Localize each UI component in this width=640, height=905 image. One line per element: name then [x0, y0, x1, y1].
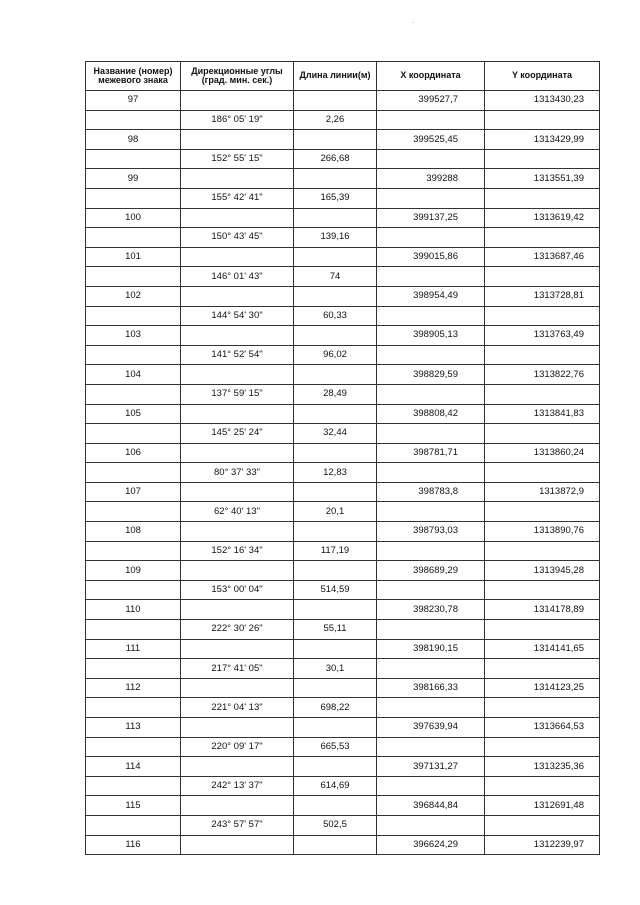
y-coordinate-cell: [485, 424, 600, 444]
marker-name-cell: [86, 267, 181, 287]
direction-angle-cell: 146° 01' 43": [181, 267, 294, 287]
marker-name-cell: 97: [86, 91, 181, 111]
line-length-cell: 266,68: [294, 149, 377, 169]
line-length-cell: 117,19: [294, 541, 377, 561]
x-coordinate-cell: [377, 776, 485, 796]
direction-angle-cell: 62° 40' 13": [181, 502, 294, 522]
table-row: [86, 522, 600, 542]
direction-angle-cell: 137° 59' 15": [181, 384, 294, 404]
line-length-cell: 30,1: [294, 659, 377, 679]
y-coordinate-cell: [485, 776, 600, 796]
marker-name-cell: 116: [86, 835, 181, 855]
marker-name-cell: [86, 306, 181, 326]
x-coordinate-cell: 398829,59: [377, 365, 485, 385]
table-row: [86, 110, 600, 130]
table-row: [86, 404, 600, 424]
scan-speck: ·: [412, 18, 415, 27]
direction-angle-cell: [181, 678, 294, 698]
table-row: [86, 169, 600, 189]
marker-name-cell: 99: [86, 169, 181, 189]
y-coordinate-cell: 1313235,36: [485, 757, 600, 777]
table-row: [86, 208, 600, 228]
y-coordinate-cell: 1314141,65: [485, 639, 600, 659]
x-coordinate-cell: [377, 228, 485, 248]
table-row: [86, 228, 600, 248]
direction-angle-cell: 243° 57' 57": [181, 815, 294, 835]
header-line-length: Длина линии(м): [294, 62, 377, 91]
table-row: [86, 502, 600, 522]
y-coordinate-cell: 1313728,81: [485, 286, 600, 306]
line-length-cell: 614,69: [294, 776, 377, 796]
marker-name-cell: [86, 345, 181, 365]
x-coordinate-cell: [377, 345, 485, 365]
direction-angle-cell: 152° 16' 34": [181, 541, 294, 561]
line-length-cell: 514,59: [294, 580, 377, 600]
y-coordinate-cell: [485, 502, 600, 522]
x-coordinate-cell: 398793,03: [377, 522, 485, 542]
y-coordinate-cell: 1313822,76: [485, 365, 600, 385]
x-coordinate-cell: [377, 306, 485, 326]
line-length-cell: [294, 365, 377, 385]
y-coordinate-cell: [485, 698, 600, 718]
y-coordinate-cell: [485, 188, 600, 208]
line-length-cell: [294, 208, 377, 228]
line-length-cell: 28,49: [294, 384, 377, 404]
y-coordinate-cell: [485, 737, 600, 757]
header-direction-angle: Дирекционные углы (град. мин. сек.): [181, 62, 294, 91]
marker-name-cell: 108: [86, 522, 181, 542]
y-coordinate-cell: 1313763,49: [485, 326, 600, 346]
x-coordinate-cell: 398808,42: [377, 404, 485, 424]
x-coordinate-cell: [377, 267, 485, 287]
direction-angle-cell: [181, 639, 294, 659]
table-row: [86, 286, 600, 306]
y-coordinate-cell: 1313860,24: [485, 443, 600, 463]
direction-angle-cell: 242° 13' 37": [181, 776, 294, 796]
line-length-cell: [294, 796, 377, 816]
marker-name-cell: 104: [86, 365, 181, 385]
marker-name-cell: 115: [86, 796, 181, 816]
marker-name-cell: 106: [86, 443, 181, 463]
marker-name-cell: 100: [86, 208, 181, 228]
table-row: [86, 247, 600, 267]
table-row: [86, 815, 600, 835]
marker-name-cell: [86, 541, 181, 561]
x-coordinate-cell: [377, 815, 485, 835]
direction-angle-cell: 150° 43' 45": [181, 228, 294, 248]
line-length-cell: 12,83: [294, 463, 377, 483]
marker-name-cell: [86, 776, 181, 796]
boundary-coordinates-table: [85, 61, 600, 855]
direction-angle-cell: [181, 404, 294, 424]
marker-name-cell: 109: [86, 561, 181, 581]
x-coordinate-cell: 397639,94: [377, 718, 485, 738]
table-row: [86, 835, 600, 855]
y-coordinate-cell: 1312691,48: [485, 796, 600, 816]
y-coordinate-cell: [485, 306, 600, 326]
marker-name-cell: 103: [86, 326, 181, 346]
x-coordinate-cell: 399015,86: [377, 247, 485, 267]
marker-name-cell: 110: [86, 600, 181, 620]
direction-angle-cell: [181, 208, 294, 228]
y-coordinate-cell: [485, 110, 600, 130]
x-coordinate-cell: 398166,33: [377, 678, 485, 698]
y-coordinate-cell: [485, 228, 600, 248]
line-length-cell: 165,39: [294, 188, 377, 208]
line-length-cell: 60,33: [294, 306, 377, 326]
direction-angle-cell: 155° 42' 41": [181, 188, 294, 208]
direction-angle-cell: [181, 443, 294, 463]
y-coordinate-cell: [485, 620, 600, 640]
marker-name-cell: 114: [86, 757, 181, 777]
marker-name-cell: 102: [86, 286, 181, 306]
y-coordinate-cell: [485, 149, 600, 169]
direction-angle-cell: 144° 54' 30": [181, 306, 294, 326]
table-row: [86, 188, 600, 208]
direction-angle-cell: [181, 718, 294, 738]
direction-angle-cell: [181, 169, 294, 189]
x-coordinate-cell: 396844,84: [377, 796, 485, 816]
direction-angle-cell: [181, 757, 294, 777]
line-length-cell: [294, 522, 377, 542]
header-row: [86, 62, 600, 91]
table-row: [86, 737, 600, 757]
line-length-cell: 55,11: [294, 620, 377, 640]
marker-name-cell: [86, 228, 181, 248]
table-row: [86, 365, 600, 385]
x-coordinate-cell: 398783,8: [377, 482, 485, 502]
direction-angle-cell: 141° 52' 54": [181, 345, 294, 365]
y-coordinate-cell: 1313872,9: [485, 482, 600, 502]
y-coordinate-cell: 1313687,46: [485, 247, 600, 267]
x-coordinate-cell: [377, 384, 485, 404]
line-length-cell: 502,5: [294, 815, 377, 835]
x-coordinate-cell: 398905,13: [377, 326, 485, 346]
line-length-cell: [294, 169, 377, 189]
line-length-cell: 665,53: [294, 737, 377, 757]
line-length-cell: 32,44: [294, 424, 377, 444]
table-row: [86, 600, 600, 620]
header-x-coordinate: X координата: [377, 62, 485, 91]
coordinates-sheet: [85, 61, 599, 855]
line-length-cell: [294, 678, 377, 698]
y-coordinate-cell: 1313890,76: [485, 522, 600, 542]
table-row: [86, 776, 600, 796]
table-row: [86, 443, 600, 463]
table-row: [86, 580, 600, 600]
line-length-cell: 96,02: [294, 345, 377, 365]
marker-name-cell: 107: [86, 482, 181, 502]
direction-angle-cell: 217° 41' 05": [181, 659, 294, 679]
direction-angle-cell: [181, 91, 294, 111]
line-length-cell: 139,16: [294, 228, 377, 248]
line-length-cell: 74: [294, 267, 377, 287]
table-body: [86, 91, 600, 855]
x-coordinate-cell: 399288: [377, 169, 485, 189]
x-coordinate-cell: [377, 737, 485, 757]
direction-angle-cell: [181, 326, 294, 346]
table-row: [86, 757, 600, 777]
marker-name-cell: 111: [86, 639, 181, 659]
table-row: [86, 561, 600, 581]
header-marker-name: Название (номер) межевого знака: [86, 62, 181, 91]
line-length-cell: [294, 326, 377, 346]
y-coordinate-cell: [485, 659, 600, 679]
line-length-cell: 2,26: [294, 110, 377, 130]
table-row: [86, 345, 600, 365]
marker-name-cell: [86, 188, 181, 208]
direction-angle-cell: 220° 09' 17": [181, 737, 294, 757]
direction-angle-cell: [181, 247, 294, 267]
marker-name-cell: 101: [86, 247, 181, 267]
direction-angle-cell: [181, 522, 294, 542]
marker-name-cell: [86, 502, 181, 522]
x-coordinate-cell: [377, 502, 485, 522]
marker-name-cell: [86, 149, 181, 169]
table-row: [86, 384, 600, 404]
table-row: [86, 149, 600, 169]
table-row: [86, 326, 600, 346]
line-length-cell: [294, 286, 377, 306]
line-length-cell: [294, 404, 377, 424]
marker-name-cell: [86, 384, 181, 404]
y-coordinate-cell: 1313619,42: [485, 208, 600, 228]
marker-name-cell: [86, 620, 181, 640]
marker-name-cell: [86, 698, 181, 718]
line-length-cell: [294, 639, 377, 659]
table-row: [86, 639, 600, 659]
y-coordinate-cell: 1313551,39: [485, 169, 600, 189]
line-length-cell: [294, 91, 377, 111]
line-length-cell: 20,1: [294, 502, 377, 522]
x-coordinate-cell: [377, 659, 485, 679]
marker-name-cell: [86, 580, 181, 600]
line-length-cell: [294, 130, 377, 150]
line-length-cell: [294, 757, 377, 777]
marker-name-cell: 105: [86, 404, 181, 424]
x-coordinate-cell: 399137,25: [377, 208, 485, 228]
y-coordinate-cell: 1314178,89: [485, 600, 600, 620]
y-coordinate-cell: [485, 580, 600, 600]
marker-name-cell: 98: [86, 130, 181, 150]
x-coordinate-cell: [377, 698, 485, 718]
x-coordinate-cell: 396624,29: [377, 835, 485, 855]
y-coordinate-cell: [485, 463, 600, 483]
marker-name-cell: [86, 659, 181, 679]
table-row: [86, 796, 600, 816]
x-coordinate-cell: 398190,15: [377, 639, 485, 659]
line-length-cell: [294, 443, 377, 463]
x-coordinate-cell: [377, 580, 485, 600]
table-row: [86, 130, 600, 150]
y-coordinate-cell: 1312239,97: [485, 835, 600, 855]
line-length-cell: [294, 600, 377, 620]
x-coordinate-cell: [377, 110, 485, 130]
marker-name-cell: 112: [86, 678, 181, 698]
table-row: [86, 463, 600, 483]
x-coordinate-cell: [377, 424, 485, 444]
table-row: [86, 482, 600, 502]
x-coordinate-cell: 399527,7: [377, 91, 485, 111]
y-coordinate-cell: 1313429,99: [485, 130, 600, 150]
marker-name-cell: [86, 815, 181, 835]
y-coordinate-cell: 1313841,83: [485, 404, 600, 424]
direction-angle-cell: [181, 286, 294, 306]
y-coordinate-cell: [485, 267, 600, 287]
marker-name-cell: [86, 424, 181, 444]
x-coordinate-cell: [377, 149, 485, 169]
y-coordinate-cell: [485, 384, 600, 404]
direction-angle-cell: 186° 05' 19": [181, 110, 294, 130]
y-coordinate-cell: [485, 541, 600, 561]
line-length-cell: [294, 482, 377, 502]
marker-name-cell: 113: [86, 718, 181, 738]
table-row: [86, 678, 600, 698]
direction-angle-cell: [181, 835, 294, 855]
y-coordinate-cell: 1313664,53: [485, 718, 600, 738]
direction-angle-cell: 145° 25' 24": [181, 424, 294, 444]
x-coordinate-cell: 398954,49: [377, 286, 485, 306]
marker-name-cell: [86, 110, 181, 130]
table-row: [86, 620, 600, 640]
table-row: [86, 306, 600, 326]
y-coordinate-cell: 1313945,28: [485, 561, 600, 581]
direction-angle-cell: 152° 55' 15": [181, 149, 294, 169]
x-coordinate-cell: [377, 620, 485, 640]
x-coordinate-cell: 397131,27: [377, 757, 485, 777]
direction-angle-cell: [181, 130, 294, 150]
line-length-cell: 698,22: [294, 698, 377, 718]
x-coordinate-cell: 399525,45: [377, 130, 485, 150]
x-coordinate-cell: [377, 463, 485, 483]
line-length-cell: [294, 561, 377, 581]
direction-angle-cell: [181, 482, 294, 502]
table-row: [86, 267, 600, 287]
direction-angle-cell: [181, 365, 294, 385]
direction-angle-cell: 222° 30' 26": [181, 620, 294, 640]
x-coordinate-cell: [377, 541, 485, 561]
marker-name-cell: [86, 463, 181, 483]
x-coordinate-cell: 398230,78: [377, 600, 485, 620]
y-coordinate-cell: 1314123,25: [485, 678, 600, 698]
x-coordinate-cell: 398689,29: [377, 561, 485, 581]
table-row: [86, 698, 600, 718]
table-row: [86, 91, 600, 111]
line-length-cell: [294, 835, 377, 855]
table-row: [86, 424, 600, 444]
direction-angle-cell: [181, 561, 294, 581]
marker-name-cell: [86, 737, 181, 757]
direction-angle-cell: 153° 00' 04": [181, 580, 294, 600]
x-coordinate-cell: [377, 188, 485, 208]
table-row: [86, 541, 600, 561]
y-coordinate-cell: [485, 815, 600, 835]
header-y-coordinate: Y координата: [485, 62, 600, 91]
direction-angle-cell: 221° 04' 13": [181, 698, 294, 718]
line-length-cell: [294, 247, 377, 267]
direction-angle-cell: [181, 600, 294, 620]
direction-angle-cell: [181, 796, 294, 816]
line-length-cell: [294, 718, 377, 738]
table-header: [86, 62, 600, 91]
x-coordinate-cell: 398781,71: [377, 443, 485, 463]
y-coordinate-cell: [485, 345, 600, 365]
direction-angle-cell: 80° 37' 33": [181, 463, 294, 483]
table-row: [86, 659, 600, 679]
table-row: [86, 718, 600, 738]
y-coordinate-cell: 1313430,23: [485, 91, 600, 111]
